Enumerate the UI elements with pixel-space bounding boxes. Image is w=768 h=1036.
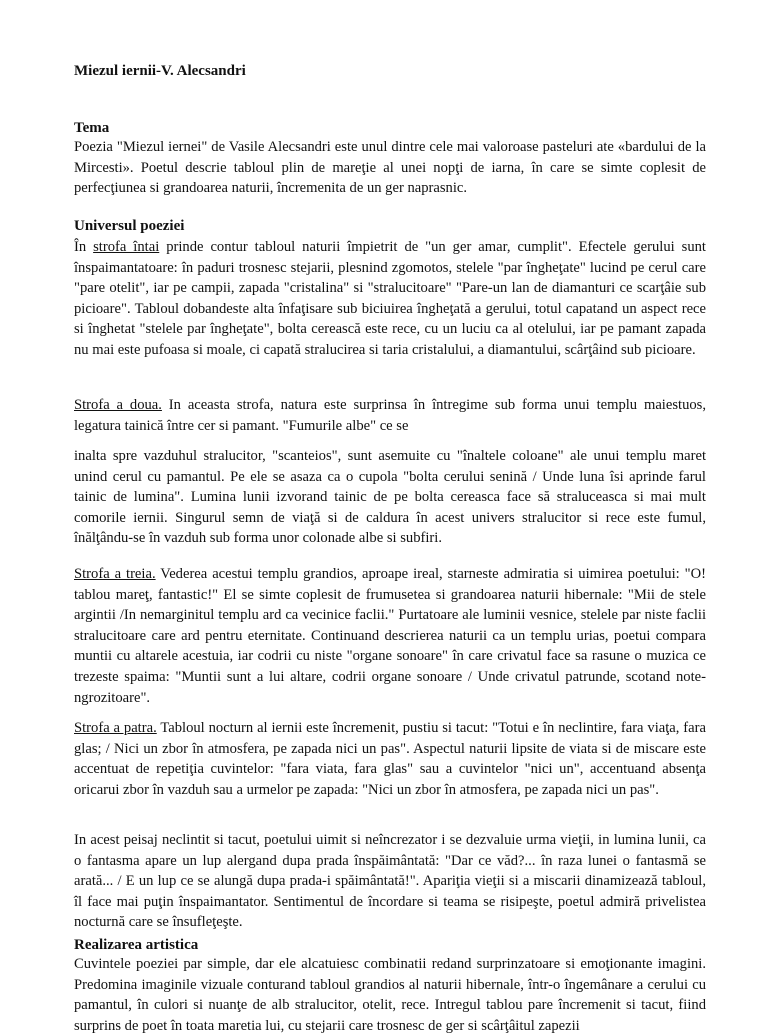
paragraph-realizarea: Cuvintele poeziei par simple, dar ele alcatuiesc combinatii redand surprinzatoare si emoţionante imagini. Predomina imaginile vizuale conturand tabloul grandios al naturii hibernale, într-o îngemânare a cerului cu pamantul, în culori si nuanţe de alb stralucitor, otelit, rece. Intregul tablou pare încremenit si tacut, fiind surprins de poet în toata maretia lui, cu stejarii care trosnesc de ger si scârţâitul zapezii — [74, 956, 706, 1034]
paragraph-body: In aceasta strofa, natura este surprinsa în întregime sub forma unui templu maiestuos, legatura tainică între cer si pamant. "Fumurile albe" ce se — [74, 397, 706, 434]
paragraph-body: Vederea acestui templu grandios, aproape ireal, starneste admiratia si uimirea poetului: "O! tablou mareţ, fantastic!" El se simte coplesit de frumusetea si grandoarea naturii hibernale: "Mii de stele argintii /In nemarginitul templu ard ca vecinice faclii." Purtatoare ale luminii vesnice, stelele par niste faclii stralucitoare care ard pentru eternitate. Continuand descrierea naturii ca un templu urias, poetui compara muntii cu altarele acestuia, iar codrii cu niste "organe sonoare" în care crivatul face sa rasune o muzica ce trezeste spaima: "Muntii sunt a lui altare, codrii organe sonoare / Unde crivatul patrunde, scotand note-ngrozitoare". — [74, 566, 706, 706]
paragraph-tema: Poezia "Miezul iernei" de Vasile Alecsandri este unul dintre cele mai valoroase pasteluri ate «bardului de la Mircesti». Poetul descrie tabloul plin de mareţie al unei nopţi de iarna, în care se simte coplesit de perfecţiunea si grandoarea naturii, încremenita de un ger naprasnic. — [74, 139, 706, 197]
strofa-intai-label: strofa întai — [93, 239, 160, 255]
strofa-a-treia-label: Strofa a treia. — [74, 566, 156, 582]
strofa-a-patra-label: Strofa a patra. — [74, 720, 157, 736]
paragraph-body: Tabloul nocturn al iernii este încremenit, pustiu si tacut: "Totui e în neclintire, fara viaţa, fara glas; / Nici un zbor în atmosfera, pe zapada nici un pas". Aspectul naturii lipsite de viata si de miscare este accentuat de repetiţia cuvintelor: "fara viata, fara glas" sau a cuvintelor "nici un", accentuand absenţa oricarui zbor în vazduh sau a urmelor pe zapada: "Nici un zbor în atmosfera, pe zapada nici un pas". — [74, 720, 706, 798]
strofa-a-doua-label: Strofa a doua. — [74, 397, 162, 413]
paragraph-strofa-intai — [74, 237, 706, 361]
section-heading-realizarea: Realizarea artistica — [74, 937, 199, 953]
paragraph-strofa-a-doua — [74, 395, 706, 436]
paragraph-prefix: În — [74, 239, 94, 255]
paragraph-lupul: In acest peisaj neclintit si tacut, poetului uimit si neîncrezator i se dezvaluie urma vieţii, in lumina lunii, ca o fantasma apare un lup alergand dupa prada înspăimântată: "Dar ce văd?... în raza lunei o fantasmă se arată... / E un lup ce se alungă dupa prada-i spăimântată!". Apariţia vieţii si a miscarii dinamizează tabloul, îl face mai puţin înspaimantator. Sentimentul de încordare si teama se risipeşte, poetul admiră privelistea nocturnă care se însufleţeşte. — [74, 832, 706, 931]
paragraph-strofa-a-patra — [74, 718, 706, 800]
document-title: Miezul iernii-V. Alecsandri — [74, 63, 246, 79]
paragraph-continuation: inalta spre vazduhul stralucitor, "scanteios", sunt asemuite cu "înaltele coloane" ale unui templu maret unind cerul cu pamantul. Pe ele se asaza ca o cupola "bolta cerului senină / Unde luna îsi aprinde farul tainic de lumina". Lumina lunii izvorand tainic de pe bolta cereasca face să straluceasca si mai mult comorile iernii. Singurul semn de viaţă si de caldura în acest univers stralucitor si rece este fumul, înălţându-se în vazduh sub forma unor colonade albe si subfiri. — [74, 448, 706, 547]
paragraph-strofa-a-treia — [74, 564, 706, 708]
section-heading-universul: Universul poeziei — [74, 218, 185, 234]
paragraph-body: prinde contur tabloul naturii împietrit de "un ger amar, cumplit". Efectele gerului sunt înspaimantatoare: în paduri trosnesc stejarii, plesnind zgomotos, stelele "par îngheţate" lucind pe cerul care "pare otelit", iar pe campii, zapada "cristalina" si "stralucitoare" "Pare-un lan de diamanturi ce scarţâie sub picioare". Tabloul dobandeste alta înfaţisare sub biciuirea îngheţată a gerului, totul capatand un aspect rece si înghetat "stelele par îngheţate", bolta cerească este rece, cu un luciu ca al otelului, iar pe pamant zapada nu mai este pufoasa si moale, ci capată stralucirea si taria cristalului, a diamantului, scârţâind sub picioare. — [74, 239, 706, 358]
section-heading-tema: Tema — [74, 120, 110, 136]
